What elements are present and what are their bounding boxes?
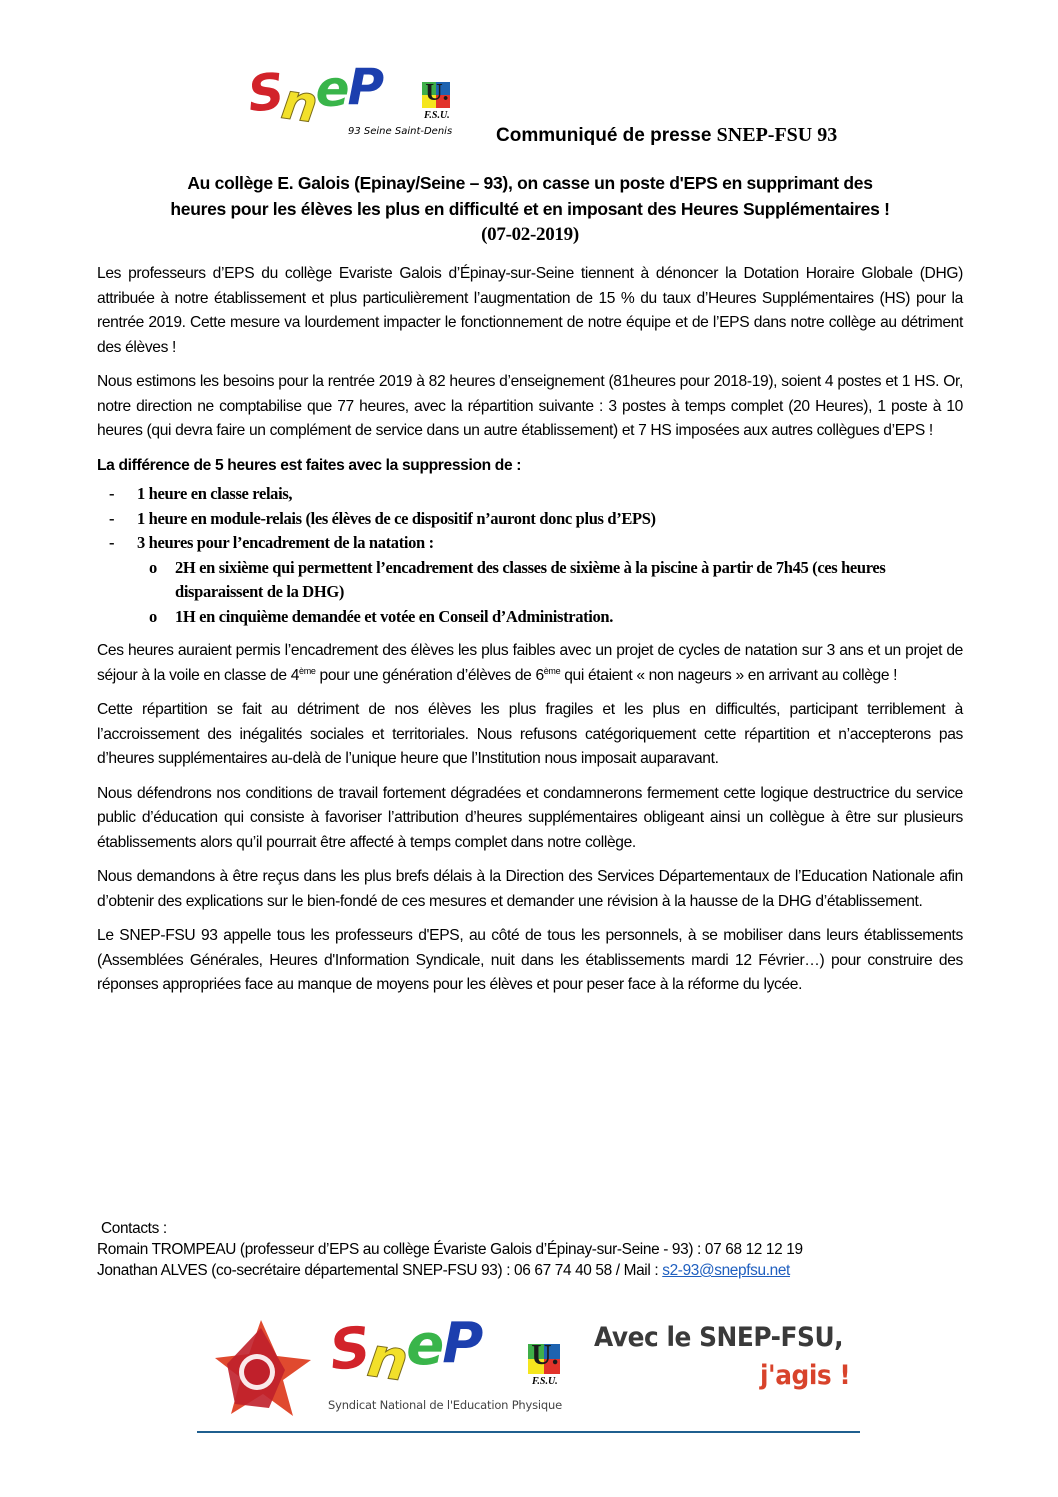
list-item [97,531,963,629]
snep-wordmark [245,58,383,135]
paragraph-6: Nous défendrons nos conditions de travail fortement dégradées et condamnerons fermement cette logique destructrice du service public d’éducation qui consiste à favoriser l’attribution d’heures supplémentaires obligeant ainsi un collègue à être sur plusieurs établissements alors qu’il pourrait être affecté à temps complet dans notre collège. [97,784,963,851]
footer-divider [197,1431,860,1433]
list-item-text: 1 heure en classe relais, [137,484,293,503]
suppression-list [97,482,963,629]
list-item-text: 3 heures pour l’encadrement de la natation : [137,533,434,552]
paragraph-4 [97,639,963,688]
paragraph-5: Cette répartition se fait au détriment de nos élèves les plus fragiles et les plus en difficultés, participant terriblement à l’accroissement des inégalités sociales et territoriales. Nous refusons catégoriquement cette répartition et n’accepterons pas d’heures supplémentaires au-delà de l’unique heure que l’Institution nous imposait auparavant. [97,701,963,767]
headline [80,170,980,248]
paragraph-7: Nous demandons à être reçus dans les plus brefs délais à la Direction des Services Départementaux de l’Education Nationale afin d’obtenir des explications sur le bien-fondé de ces mesures et demander une révision à la hausse de la DHG d’établissement. [97,868,963,910]
headline-date: (07-02-2019) [481,224,579,245]
logo-letter-s: S [245,62,285,124]
contacts-block [97,1218,803,1281]
snep-wordmark [326,1311,482,1395]
sublist-item-text: 2H en sixième qui permettent l’encadrement des classes de sixième à la piscine à partir de 7h45 (ces heures disparaissent de la DHG) [175,557,886,601]
logo-subtitle: Syndicat National de l'Education Physique [328,1398,562,1412]
logo-letter-s: S [326,1315,372,1384]
contact-line-2-text: Jonathan ALVES (co-secrétaire départemental SNEP-FSU 93) : 06 67 74 40 58 / Mail : [97,1262,663,1279]
slogan-line-2: j'agis ! [760,1360,851,1391]
fsu-label: F.S.U. [532,1376,558,1387]
superscript: ème [299,665,316,676]
natation-sublist [137,556,963,630]
logo-subtitle: 93 Seine Saint-Denis [348,126,453,137]
slogan-line-1: Avec le SNEP-FSU, [594,1322,844,1353]
fsu-mark: U. [531,1340,559,1371]
press-label: Communiqué de presse [496,125,712,146]
list-item-text: 1 heure en module-relais (les élèves de ce dispositif n’auront donc plus d’EPS) [137,508,656,528]
paragraph-4-part: Ces heures auraient permis l’encadrement des élèves les plus faibles avec un projet de cycles de natation sur 3 ans et un projet de séjour à la voile en classe de 4 [97,642,963,684]
contact-line-1: Romain TROMPEAU (professeur d’EPS au collège Évariste Galois d’Épinay-sur-Seine - 93) : 07 68 12 12 19 [97,1241,803,1258]
fsu-mark: U. [425,80,449,106]
press-org: SNEP-FSU 93 [716,124,838,146]
dash-bullet-icon: - [109,484,115,503]
sublist-item [137,605,963,630]
dash-bullet-icon: - [109,508,115,528]
paragraph-4-part: pour une génération d’élèves de 6 [315,666,544,684]
star-logo-icon [213,1318,313,1418]
list-item [97,482,963,507]
headline-line-2: heures pour les élèves les plus en difficulté et en imposant des Heures Supplémentaires ! [170,199,890,219]
logo-letter-n: n [278,71,320,135]
paragraph-8: Le SNEP-FSU 93 appelle tous les professeurs d'EPS, au côté de tous les personnels, à se mobiliser dans leurs établissements (Assemblées Générales, Heures d'Information Syndicale, nuit dans les établissements mardi 12 Février…) pour construire des réponses appropriées face au manque de moyens pour les élèves et pour peser face à la réforme du lycée. [97,927,963,993]
contacts-label: Contacts : [101,1220,167,1237]
snep-logo-header [244,60,484,160]
snep-logo-footer [326,1311,578,1428]
logo-letter-e: e [315,60,348,118]
logo-letter-n: n [364,1324,411,1395]
paragraph-2: Nous estimons les besoins pour la rentrée 2019 à 82 heures d’enseignement (81heures pour 2018-19), soient 4 postes et 1 HS. Or, notre direction ne comptabilise que 77 heures, avec la répartition suivante : 3 postes à temps complet (20 Heures), 1 poste à 10 heures (qui devra faire un complément de service dans un autre établissement) et 7 HS imposées aux autres collègues d’EPS ! [97,373,963,439]
circle-bullet-icon: o [149,557,157,577]
logo-letter-p: P [347,58,383,116]
document-body [97,262,963,1008]
paragraph-1: Les professeurs d’EPS du collège Evariste Galois d’Épinay-sur-Seine tiennent à dénoncer la Dotation Horaire Globale (DHG) attribuée à notre établissement et plus particulièrement l’augmentation de 15 % du taux d’Heures Supplémentaires (HS) pour la rentrée 2019. Cette mesure va lourdement impacter le fonctionnement de notre équipe et de l’EPS dans notre collège au détriment des élèves ! [97,265,963,356]
sublist-item-text: 1H en cinquième demandée et votée en Conseil d’Administration. [175,606,613,626]
logo-letter-e: e [406,1313,443,1378]
headline-line-1: Au collège E. Galois (Epinay/Seine – 93), on casse un poste d'EPS en supprimant des [187,173,873,193]
fsu-label: F.S.U. [424,110,450,121]
sublist-item [137,556,963,605]
circle-bullet-icon: o [149,606,157,626]
email-link[interactable]: s2-93@snepfsu.net [662,1262,790,1279]
press-release-title [496,124,837,147]
superscript: ème [543,665,561,676]
paragraph-4-part: qui étaient « non nageurs » en arrivant au collège ! [560,666,898,684]
dash-bullet-icon: - [109,533,115,552]
contact-line-2 [97,1260,803,1281]
paragraph-3: La différence de 5 heures est faites avec la suppression de : [97,456,522,474]
list-item [97,507,963,532]
logo-letter-p: P [442,1311,482,1376]
